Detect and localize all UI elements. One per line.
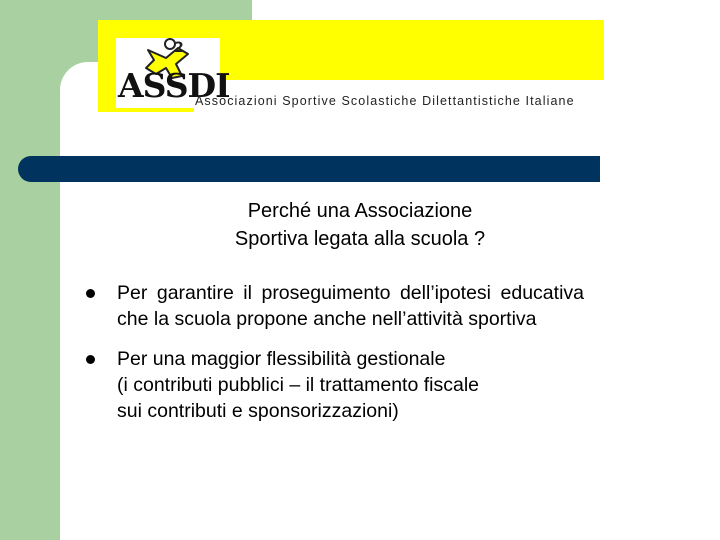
bullet-text-line: (i contributi pubblici – il trattamento fiscale <box>117 374 479 396</box>
slide-title-line-2: Sportiva legata alla scuola ? <box>234 228 486 250</box>
assdi-logo <box>98 20 604 112</box>
bullet-list <box>86 280 584 424</box>
bullet-text-line: Per una maggior flessibilità gestionale <box>117 348 446 370</box>
bullet-dot-icon <box>86 289 95 298</box>
bullet-item <box>86 280 584 332</box>
logo-wordmark: ASSDI <box>118 66 230 105</box>
slide-title <box>60 197 660 253</box>
bullet-dot-icon <box>86 355 95 364</box>
badge-number: 2 <box>174 40 184 56</box>
bullet-item <box>86 346 584 424</box>
left-decor-band <box>0 0 60 540</box>
slide-title-line-1: Perché una Associazione <box>247 200 473 222</box>
bullet-text-line: sui contributi e sponsorizzazioni) <box>117 400 399 422</box>
title-divider-bar <box>18 156 600 182</box>
bullet-text: Per garantire il proseguimento dell’ipotesi educativa che la scuola propone anche nell’attività sportiva <box>117 282 584 330</box>
logo-tagline: Associazioni Sportive Scolastiche Dilettantistiche Italiane <box>195 94 575 108</box>
